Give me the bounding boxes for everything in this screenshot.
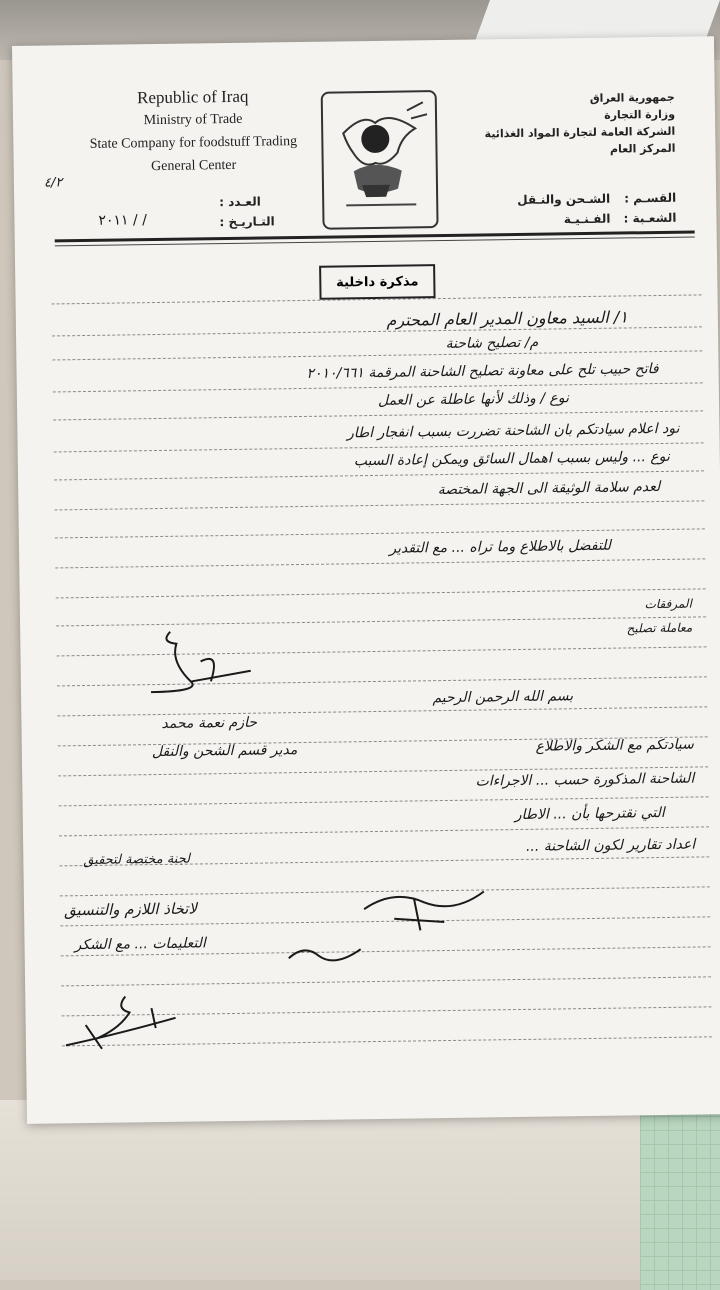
attachments-item: معاملة تصليح [626, 620, 693, 636]
arabic-line-2: وزارة التجارة [604, 107, 676, 122]
english-letterhead [73, 84, 314, 179]
body-line-4: نوع / وذلك لأنها عاطلة عن العمل [377, 390, 570, 409]
division-label: الشعـبة : [623, 210, 677, 226]
ruled-line [56, 588, 706, 598]
ruled-line [52, 326, 702, 336]
annotation-right-2: سيادتكم مع الشكر والاطلاع [535, 736, 694, 755]
annotation-left-2: لاتخاذ اللازم والتنسيق [63, 899, 198, 920]
body-line-5: نود اعلام سيادتكم بان الشاحنة تضررت بسبب انفجار اطار [346, 420, 680, 442]
english-line-2: Ministry of Trade [143, 111, 243, 129]
annotation-left-3: التعليمات ... مع الشكر [74, 935, 206, 954]
ruled-line [53, 410, 703, 420]
date-label: التـاريـخ : [219, 214, 275, 230]
emblem-icon [323, 92, 437, 228]
section-label: القسـم : [624, 190, 677, 206]
body-subject: م/ تصليح شاحنة [445, 334, 539, 352]
background-table [0, 1100, 680, 1280]
arabic-letterhead [475, 89, 676, 160]
body-line-7: لعدم سلامة الوثيقة الى الجهة المختصة [437, 478, 661, 499]
division-value: الفـنـيـة [563, 211, 611, 227]
memo-title: مذكرة داخلية [319, 264, 435, 300]
body-line-3: فاتح حبيب تلح على معاونة تصليح الشاحنة المرقمة ٢٠١٠/٦٦١ [306, 361, 659, 382]
ruled-line [59, 826, 709, 836]
date-value: / / ٢٠١١ [98, 212, 147, 229]
arabic-line-3: الشركة العامة لتجارة المواد الغذائية [484, 124, 676, 141]
ruled-line [53, 382, 703, 392]
number-label: العـدد : [219, 194, 261, 210]
english-line-1: Republic of Iraq [136, 86, 249, 108]
annotation-right-5: اعداد تقارير لكون الشاحنة ... [525, 836, 696, 855]
memo-document [12, 36, 720, 1124]
body-closing: للتفضل بالاطلاع وما تراه ... مع التقدير [389, 537, 612, 557]
body-addressee: ١/ السيد معاون المدير العام المحترم [386, 307, 628, 330]
ruled-line [55, 558, 705, 568]
english-line-3: State Company for foodstuff Trading [89, 134, 298, 152]
arabic-line-4: المركز العام [609, 141, 676, 156]
arabic-line-1: جمهورية العراق [589, 90, 675, 105]
ruled-line [57, 706, 707, 716]
annotation-left-signature [55, 988, 186, 1060]
ruled-line [52, 350, 702, 360]
annotation-left-1: لجنة مختصة لتحقيق [83, 851, 191, 869]
ruled-line [61, 976, 711, 986]
annotation-right-3: الشاحنة المذكورة حسب ... الاجراءات [475, 770, 695, 790]
manager-signature [130, 621, 261, 703]
annotation-right-signature [354, 877, 495, 939]
body-line-6: نوع ... وليس بسبب اهمال السائق ويمكن إعادة السبب [353, 448, 670, 470]
signatory-name: حازم نعمة محمد [161, 714, 258, 732]
section-value: الشـحن والنـقل [517, 191, 611, 207]
iraq-emblem [321, 90, 439, 230]
annotation-right-4: التي نقترحها بأن ... الاطار [514, 804, 665, 824]
english-line-4: General Center [151, 157, 237, 175]
annotation-scribble [284, 933, 365, 974]
ruled-line [54, 500, 704, 510]
attachments-label: المرفقات [644, 596, 692, 612]
reference-mark: ٤/٢ [43, 175, 63, 191]
annotation-right-1: بسم الله الرحمن الرحيم [432, 688, 574, 707]
signatory-title: مدير قسم الشحن والنقل [151, 742, 298, 761]
